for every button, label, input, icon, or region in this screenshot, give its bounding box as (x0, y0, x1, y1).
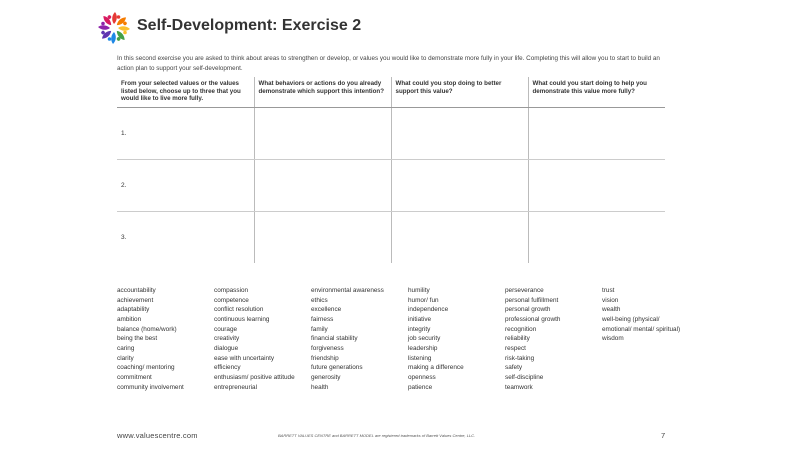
values-column (311, 286, 408, 392)
value-item: entrepreneurial (214, 383, 257, 391)
value-item: well-being (physical/ (602, 315, 660, 323)
barrett-logo-icon (97, 11, 131, 45)
value-item: perseverance (505, 287, 544, 294)
value-item: balance (home/work) (117, 325, 177, 333)
response-cell[interactable] (391, 212, 528, 264)
value-item: community involvement (117, 383, 184, 391)
response-cell[interactable] (254, 212, 391, 264)
value-item: teamwork (505, 383, 533, 391)
value-item: fairness (311, 315, 334, 323)
value-item: ambition (117, 315, 142, 323)
value-item: recognition (505, 325, 537, 333)
table-row (117, 212, 665, 264)
table-row (117, 160, 665, 212)
values-column (117, 286, 214, 392)
intro-text: In this second exercise you are asked to think about areas to strengthen or develop, or values you would like to demonstrate more fully in your life. Completing this will allow you to start to build an action plan to support your self-development. (117, 55, 660, 72)
response-cell[interactable] (528, 108, 665, 160)
row-number: 1. (117, 108, 254, 160)
value-item: making a difference (408, 364, 464, 372)
value-item: future generations (311, 364, 363, 372)
value-item: environmental awareness (311, 287, 384, 294)
value-item: self-discipline (505, 373, 544, 381)
table-header-row (117, 77, 665, 108)
value-item: excellence (311, 306, 342, 314)
value-item: personal growth (505, 306, 551, 314)
response-cell[interactable] (391, 160, 528, 212)
value-item: listening (408, 354, 432, 362)
values-column (505, 286, 602, 392)
value-item: openness (408, 373, 436, 381)
response-cell[interactable] (528, 160, 665, 212)
value-item: emotional/ mental/ spiritual) (602, 325, 681, 333)
footer-trademark: BARRETT VALUES CENTRE and BARRETT MODEL are registered trademarks of Barrett Values Centre, LLC. (278, 433, 476, 438)
value-item: job security (408, 335, 441, 343)
value-item: financial stability (311, 335, 358, 343)
value-item: reliability (505, 335, 530, 343)
value-item: respect (505, 344, 526, 352)
value-item: creativity (214, 335, 240, 343)
value-item: humility (408, 287, 430, 294)
value-item: ethics (311, 296, 328, 304)
value-item: friendship (311, 354, 339, 362)
value-item: vision (602, 296, 619, 304)
value-item: achievement (117, 296, 154, 304)
value-item: forgiveness (311, 344, 344, 352)
column-header: From your selected values or the values listed below, choose up to three that you would like to live more fully. (117, 77, 254, 108)
values-column (408, 286, 505, 392)
exercise-table (117, 77, 665, 263)
table-row (117, 108, 665, 160)
value-item: personal fulfillment (505, 296, 559, 304)
values-list (117, 286, 717, 392)
value-item: safety (505, 364, 523, 372)
value-item: compassion (214, 287, 249, 294)
value-item: courage (214, 325, 238, 333)
value-item: initiative (408, 315, 432, 323)
value-item: accountability (117, 287, 156, 294)
page-title: Self-Development: Exercise 2 (137, 17, 362, 34)
value-item: family (311, 325, 328, 333)
value-item: health (311, 383, 329, 391)
value-item: coaching/ mentoring (117, 364, 175, 372)
value-item: leadership (408, 344, 438, 352)
row-number: 3. (121, 234, 127, 241)
footer-url: www.valuescentre.com (117, 431, 198, 440)
column-header: What could you start doing to help you demonstrate this value more fully? (528, 77, 665, 108)
response-cell[interactable] (391, 108, 528, 160)
value-item: competence (214, 296, 249, 304)
value-item: independence (408, 306, 449, 314)
value-item: patience (408, 383, 433, 391)
column-header: What behaviors or actions do you already demonstrate which support this intention? (254, 77, 391, 108)
value-item: adaptability (117, 306, 150, 314)
response-cell[interactable] (528, 212, 665, 264)
value-item: being the best (117, 335, 158, 343)
values-column (602, 286, 699, 392)
value-item: dialogue (214, 344, 239, 352)
value-item: enthusiasm/ positive attitude (214, 373, 295, 381)
value-item: caring (117, 344, 135, 352)
value-item: efficiency (214, 364, 241, 372)
value-item: commitment (117, 373, 152, 381)
response-cell[interactable] (254, 160, 391, 212)
value-item: ease with uncertainty (214, 354, 275, 362)
value-item: conflict resolution (214, 306, 264, 314)
value-item: clarity (117, 354, 134, 362)
response-cell[interactable] (254, 108, 391, 160)
value-item: continuous learning (214, 315, 270, 323)
value-item: humor/ fun (408, 296, 439, 304)
values-column (214, 286, 311, 392)
value-item: professional growth (505, 315, 561, 323)
column-header: What could you stop doing to better support this value? (391, 77, 528, 108)
value-item: integrity (408, 325, 431, 333)
value-item: risk-taking (505, 354, 535, 362)
row-number: 2. (117, 160, 254, 212)
value-item: trust (602, 287, 615, 294)
value-item: wisdom (602, 335, 624, 343)
value-item: generosity (311, 373, 341, 381)
page-number: 7 (661, 431, 666, 440)
value-item: wealth (602, 306, 621, 314)
